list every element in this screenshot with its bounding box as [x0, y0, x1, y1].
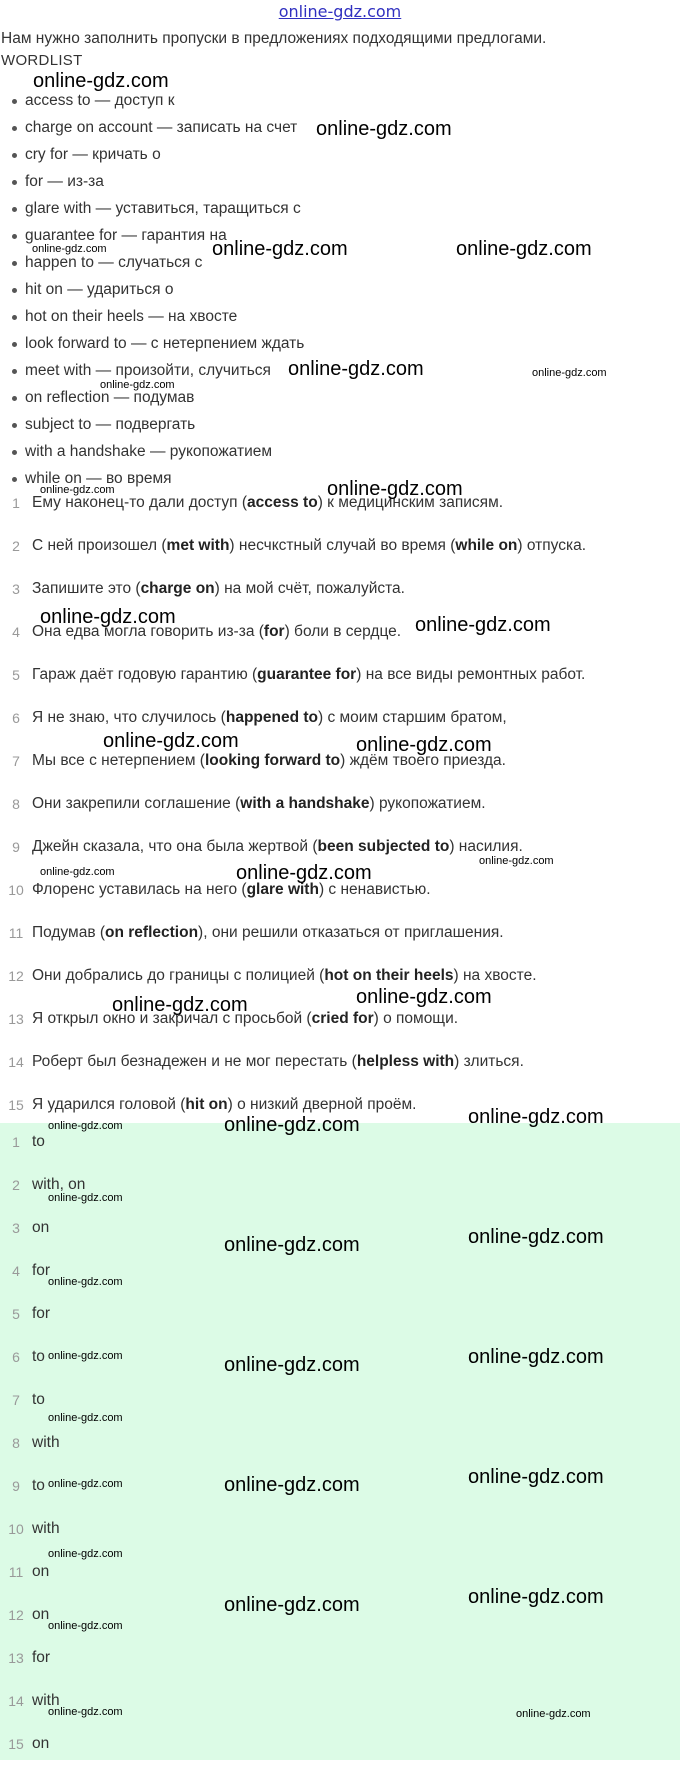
key-phrase: met with	[166, 537, 230, 554]
watermark: online-gdz.com	[48, 1276, 123, 1288]
answer-number: 1	[12, 1134, 20, 1150]
watermark: online-gdz.com	[468, 1226, 604, 1248]
key-phrase: hot on their heels	[324, 967, 454, 984]
sentence-row	[0, 705, 680, 748]
sentence-number: 14	[8, 1054, 24, 1070]
key-phrase: for	[263, 623, 285, 640]
wordlist-item: for — из-за	[0, 168, 680, 195]
sentence-row	[0, 1049, 680, 1092]
key-phrase: access to	[247, 494, 318, 511]
watermark: online-gdz.com	[112, 994, 248, 1016]
watermark: online-gdz.com	[468, 1346, 604, 1368]
watermark: online-gdz.com	[288, 358, 424, 380]
key-phrase: hit on	[185, 1096, 228, 1113]
key-phrase: on reflection	[105, 924, 199, 941]
sentence-text: Подумав (on reflection), они решили отказаться от приглашения.	[32, 924, 504, 941]
answer-text: to	[32, 1133, 45, 1150]
sentence-text: Она едва могла говорить из-за (for) боли в сердце.	[32, 623, 402, 640]
answer-text: with	[32, 1692, 60, 1709]
sentence-number: 8	[12, 796, 20, 812]
answer-number: 12	[8, 1607, 24, 1623]
answer-text: for	[32, 1305, 51, 1322]
answer-number: 14	[8, 1693, 24, 1709]
wordlist-item: look forward to — с нетерпением ждать	[0, 330, 680, 357]
wordlist-item: glare with — уставиться, таращиться с	[0, 195, 680, 222]
sentence-number: 15	[8, 1097, 24, 1113]
sentence-text: Они добрались до границы с полицией (hot on their heels) на хвосте.	[32, 967, 537, 984]
watermark: online-gdz.com	[103, 730, 239, 752]
wordlist-item: happen to — случаться с	[0, 249, 680, 276]
watermark: online-gdz.com	[516, 1708, 591, 1720]
watermark: online-gdz.com	[33, 70, 169, 92]
answer-number: 3	[12, 1220, 20, 1236]
answer-text: for	[32, 1262, 51, 1279]
key-phrase: with a handshake	[240, 795, 370, 812]
answer-text: on	[32, 1606, 50, 1623]
sentence-text: Флоренс уставилась на него (glare with) с ненавистью.	[32, 881, 431, 898]
sentence-number: 9	[12, 839, 20, 855]
watermark: online-gdz.com	[316, 118, 452, 140]
answer-row	[0, 1252, 680, 1295]
answers-panel	[0, 1123, 680, 1760]
sentence-row	[0, 963, 680, 1006]
sentence-row	[0, 920, 680, 963]
sentence-text: Ему наконец-то дали доступ (access to) к медицинским записям.	[32, 494, 504, 511]
watermark: online-gdz.com	[224, 1114, 360, 1136]
sentence-text: Я не знаю, что случилось (happened to) с моим старшим братом,	[32, 709, 507, 726]
answer-row	[0, 1725, 680, 1768]
sentence-number: 13	[8, 1011, 24, 1027]
answer-number: 9	[12, 1478, 20, 1494]
answer-text: with	[32, 1434, 60, 1451]
wordlist-item: guarantee for — гарантия на	[0, 222, 680, 249]
answer-text: to	[32, 1348, 45, 1365]
sentence-number: 7	[12, 753, 20, 769]
wordlist-item: subject to — подвергать	[0, 411, 680, 438]
key-phrase: happened to	[225, 709, 318, 726]
sentence-text: Мы все с нетерпением (looking forward to) ждём твоего приезда.	[32, 752, 506, 769]
sentence-number: 3	[12, 581, 20, 597]
answer-number: 10	[8, 1521, 24, 1537]
sentence-number: 5	[12, 667, 20, 683]
watermark: online-gdz.com	[468, 1106, 604, 1128]
sentence-text: Запишите это (charge on) на мой счёт, пожалуйста.	[32, 580, 405, 597]
answer-row	[0, 1424, 680, 1467]
answer-text: with	[32, 1520, 60, 1537]
watermark: online-gdz.com	[212, 238, 348, 260]
wordlist-item: hit on — удариться о	[0, 276, 680, 303]
sentence-row	[0, 791, 680, 834]
watermark: online-gdz.com	[532, 367, 607, 379]
watermark: online-gdz.com	[415, 614, 551, 636]
answer-number: 2	[12, 1177, 20, 1193]
answer-row	[0, 1510, 680, 1553]
sentence-row	[0, 1006, 680, 1049]
sentence-text: Я открыл окно и закричал с просьбой (cried for) о помощи.	[32, 1010, 459, 1027]
watermark: online-gdz.com	[224, 1234, 360, 1256]
answer-text: on	[32, 1735, 50, 1752]
watermark: online-gdz.com	[224, 1594, 360, 1616]
answer-text: to	[32, 1477, 45, 1494]
task-intro: Нам нужно заполнить пропуски в предложениях подходящими предлогами.	[1, 30, 547, 47]
answer-number: 4	[12, 1263, 20, 1279]
wordlist	[0, 87, 680, 492]
key-phrase: cried for	[311, 1010, 374, 1027]
watermark: online-gdz.com	[48, 1620, 123, 1632]
wordlist-item: with a handshake — рукопожатием	[0, 438, 680, 465]
watermark: online-gdz.com	[48, 1350, 123, 1362]
sentence-number: 10	[8, 882, 24, 898]
sentence-row	[0, 662, 680, 705]
answer-text: with, on	[32, 1176, 86, 1193]
sentence-number: 1	[12, 495, 20, 511]
watermark: online-gdz.com	[40, 606, 176, 628]
answer-text: on	[32, 1563, 50, 1580]
watermark: online-gdz.com	[356, 986, 492, 1008]
answer-row	[0, 1295, 680, 1338]
watermark: online-gdz.com	[224, 1474, 360, 1496]
sentence-number: 11	[8, 925, 24, 941]
watermark: online-gdz.com	[468, 1466, 604, 1488]
sentence-text: Роберт был безнадежен и не мог перестать (helpless with) злиться.	[32, 1053, 524, 1070]
answer-text: for	[32, 1649, 51, 1666]
key-phrase: guarantee for	[257, 666, 357, 683]
watermark: online-gdz.com	[48, 1478, 123, 1490]
sentence-list	[0, 490, 680, 1135]
watermark: online-gdz.com	[100, 379, 175, 391]
sentence-number: 12	[8, 968, 24, 984]
sentence-number: 2	[12, 538, 20, 554]
key-phrase: been subjected to	[317, 838, 450, 855]
answer-number: 8	[12, 1435, 20, 1451]
key-phrase: glare with	[246, 881, 319, 898]
answer-number: 13	[8, 1650, 24, 1666]
watermark: online-gdz.com	[40, 484, 115, 496]
answer-number: 11	[8, 1564, 24, 1580]
wordlist-item: access to — доступ к	[0, 87, 680, 114]
answer-number: 7	[12, 1392, 20, 1408]
site-logo[interactable]: online-gdz.com	[278, 2, 402, 21]
watermark: online-gdz.com	[48, 1120, 123, 1132]
watermark: online-gdz.com	[48, 1548, 123, 1560]
key-phrase: while on	[455, 537, 518, 554]
answer-number: 5	[12, 1306, 20, 1322]
watermark: online-gdz.com	[236, 862, 372, 884]
sentence-number: 4	[12, 624, 20, 640]
watermark: online-gdz.com	[327, 478, 463, 500]
watermark: online-gdz.com	[48, 1412, 123, 1424]
sentence-text: С ней произошел (met with) несчкстный случай во время (while on) отпуска.	[32, 537, 587, 554]
key-phrase: looking forward to	[204, 752, 341, 769]
watermark: online-gdz.com	[40, 866, 115, 878]
wordlist-item: cry for — кричать о	[0, 141, 680, 168]
watermark: online-gdz.com	[48, 1706, 123, 1718]
wordlist-item: meet with — произойти, случиться	[0, 357, 680, 384]
sentence-row	[0, 748, 680, 791]
watermark: online-gdz.com	[224, 1354, 360, 1376]
answer-text: on	[32, 1219, 50, 1236]
watermark: online-gdz.com	[468, 1586, 604, 1608]
answer-number: 6	[12, 1349, 20, 1365]
sentence-number: 6	[12, 710, 20, 726]
key-phrase: charge on	[140, 580, 215, 597]
sentence-text: Гараж даёт годовую гарантию (guarantee for) на все виды ремонтных работ.	[32, 666, 586, 683]
sentence-text: Я ударился головой (hit on) о низкий дверной проём.	[32, 1096, 417, 1113]
key-phrase: helpless with	[356, 1053, 455, 1070]
watermark: online-gdz.com	[356, 734, 492, 756]
answer-number: 15	[8, 1736, 24, 1752]
watermark: online-gdz.com	[48, 1192, 123, 1204]
sentence-row	[0, 533, 680, 576]
watermark: online-gdz.com	[479, 855, 554, 867]
watermark: online-gdz.com	[32, 243, 107, 255]
answer-list	[0, 1123, 680, 1768]
watermark: online-gdz.com	[456, 238, 592, 260]
wordlist-title: WORDLIST	[1, 52, 83, 69]
answer-text: to	[32, 1391, 45, 1408]
wordlist-item: while on — во время	[0, 465, 680, 492]
wordlist-item: on reflection — подумав	[0, 384, 680, 411]
sentence-text: Они закрепили соглашение (with a handshake) рукопожатием.	[32, 795, 486, 812]
wordlist-item: hot on their heels — на хвосте	[0, 303, 680, 330]
sentence-text: Джейн сказала, что она была жертвой (been subjected to) насилия.	[32, 838, 523, 855]
wordlist-item: charge on account — записать на счет	[0, 114, 680, 141]
answer-row	[0, 1639, 680, 1682]
